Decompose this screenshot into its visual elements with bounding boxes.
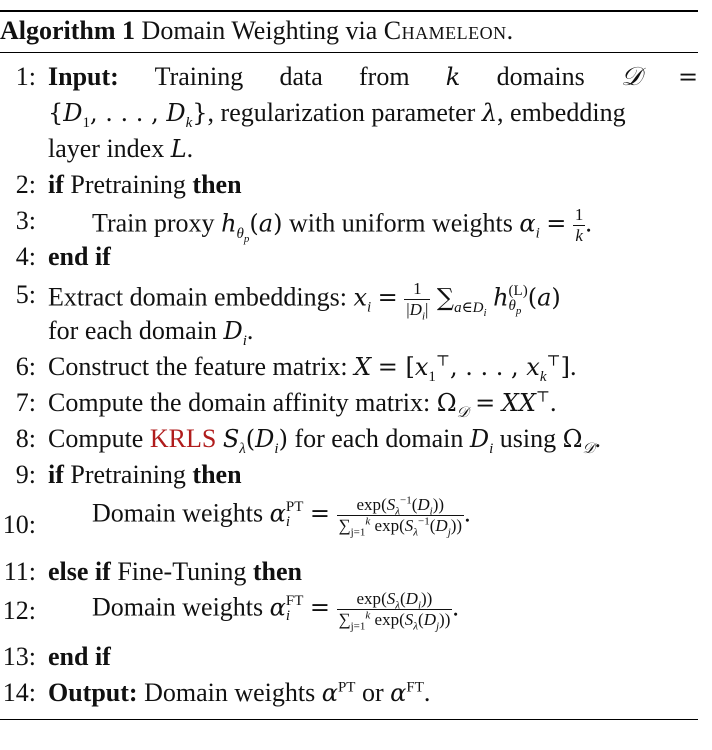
bottom-rule [0, 719, 698, 720]
method-name: Chameleon [383, 16, 507, 45]
line-number: 9: [15, 460, 36, 489]
algorithm-line-10: Domain weights α PT i = $\frac{\exp(S_\lambda^{-1}(D_i))}{\sum_{j=1}^k \exp(S_\lambda^{-1}(D_j))}$ . [92, 494, 471, 539]
line-number: 1: [15, 62, 36, 91]
algorithm-line-1-cont2: layer index L. [48, 134, 194, 163]
line-number: 13: [2, 642, 36, 671]
algorithm-line-2: if Pretraining then [48, 170, 242, 199]
algorithm-line-7: Compute the domain affinity matrix: $\Omega_𝒟 = XX^⊤$. [48, 388, 557, 422]
header-rule [0, 52, 698, 53]
line-number: 8: [15, 424, 36, 453]
algorithm-line-3: Train proxy $h_{\theta_p}(a)$ with uniform weights $\alpha_i$ = $\frac{1}{k}$ . [92, 205, 592, 245]
line-number: 3: [15, 206, 36, 235]
algorithm-line-5: Extract domain embeddings: $x_i$ = $\frac{1}{|D_i|}$ $\sum_{a\in D_i}$ h (L) $\theta_p$ (a) [48, 279, 561, 323]
algorithm-line-6: Construct the feature matrix: $X = [x_1^⊤$, . . . , $x_k^⊤$]. [48, 352, 577, 386]
line-number: 10: [2, 510, 36, 539]
line-number: 14: [2, 678, 36, 707]
algorithm-line-13: end if [48, 642, 111, 671]
line-number: 5: [15, 280, 36, 309]
algorithm-line-9: if Pretraining then [48, 460, 242, 489]
algorithm-line-12: Domain weights α FT i = $\frac{\exp(S_\lambda(D_i))}{\sum_{j=1}^k \exp(S_\lambda(D_j))}$ . [92, 589, 459, 633]
algorithm-line-1-cont: {$D_1$, . . . , $D_k$}, regularization parameter λ, embedding [48, 98, 626, 132]
top-rule [0, 10, 698, 12]
line-number: 12: [2, 596, 36, 625]
algorithm-line-1: Input: Training data from k domains 𝒟 = [48, 62, 699, 92]
algorithm-caption: Domain Weighting via [141, 16, 384, 45]
line-number: 4: [15, 242, 36, 271]
line-number: 7: [15, 388, 36, 417]
line-number: 2: [15, 170, 36, 199]
algorithm-line-4: end if [48, 242, 111, 271]
algorithm-line-8: Compute KRLS $S_\lambda(D_i)$ for each domain $D_i$ using $\Omega_𝒟$. [48, 424, 602, 458]
algorithm-title: Algorithm 1 Domain Weighting via Chameleon. [0, 16, 514, 45]
line-number: 6: [15, 352, 36, 381]
line-number: 11: [3, 557, 36, 586]
krls-link[interactable]: KRLS [149, 424, 217, 453]
algorithm-label: Algorithm 1 [0, 16, 136, 45]
algorithm-line-11: else if Fine-Tuning then [48, 557, 303, 586]
algorithm-line-5-cont: for each domain $D_i$. [48, 316, 254, 350]
algorithm-line-14: Output: Domain weights $\alpha^{PT}$ or $\alpha^{FT}$. [48, 678, 431, 707]
